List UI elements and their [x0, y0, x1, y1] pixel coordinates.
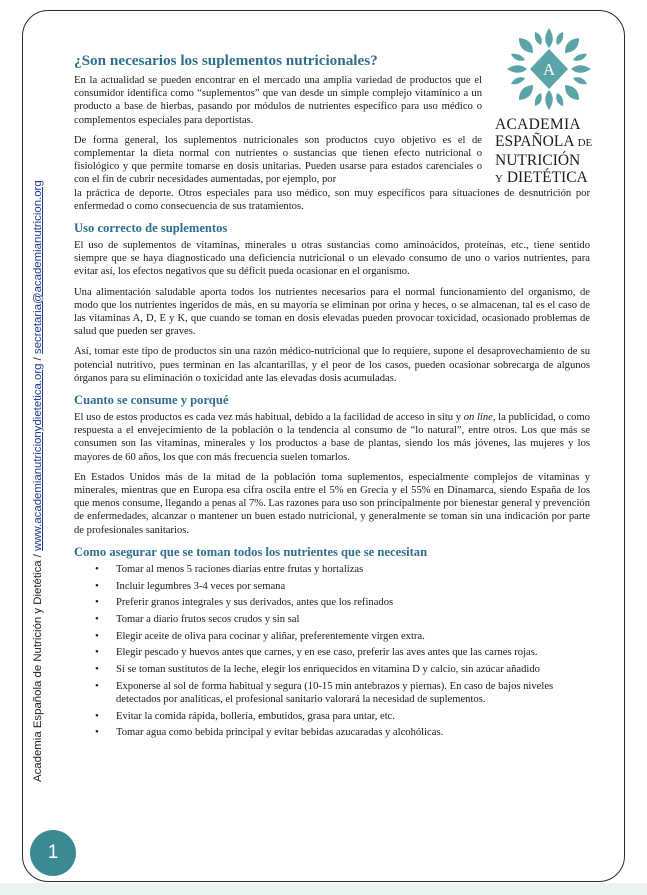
section1-paragraph: El uso de suplementos de vitaminas, minerales u otras sustancias como aminoácidos, proteínas, etc., tiene sentido siempre que se haya diagnosticado una deficiencia nutricional o un elevado consumo de uno o varios nutrientes, para evitar así, los efectos negativos que su déficit pueda ocasionar en el organismo.: [74, 240, 590, 278]
intro-paragraph-2: De forma general, los suplementos nutricionales son productos cuyo objetivo es el de complementar la dieta normal con nutrientes o sustancias que tienen efecto nutricional o fisiológico y que permite tomarse en dosis unitarias. Pueden usarse para estados carenciales o con el fin de cubrir necesidades aumentadas, por ejemplo, por: [74, 134, 482, 186]
section-heading-consumo: Cuanto se consume y porqué: [74, 393, 229, 408]
email-link[interactable]: secretaria@academianutricion.org: [32, 180, 44, 354]
website-link[interactable]: www.academianutricionydietetica.org: [32, 363, 44, 551]
logo-line-4-small: Y: [495, 173, 503, 185]
list-item: • Tomar a diario frutos secos crudos y sin sal: [116, 613, 590, 626]
section2-text: , la publicidad, o como respuesta a el envejecimiento de la población o la tendencia al consumo de “lo natural”, entre otros. Los que más se consumen son las vitaminas, minerales y los productos a base de plantas, siendo los más jóvenes, las mujeres y los mayores de 60 años, los que con más frecuencia suelen tomarlos.: [74, 412, 590, 463]
page-title: ¿Son necesarios los suplementos nutricionales?: [74, 52, 378, 69]
list-item: • Elegir aceite de oliva para cocinar y aliñar, preferentemente virgen extra.: [116, 630, 590, 643]
section-heading-asegurar: Como asegurar que se toman todos los nutrientes que se necesitan: [74, 544, 428, 559]
side-org: Academia Española de Nutrición y Dietética: [32, 560, 44, 782]
logo-line-2-main: ESPAÑOLA: [495, 133, 574, 150]
list-item: • Si se toman sustitutos de la leche, elegir los enriquecidos en vitamina D y calcio, sin azúcar añadido: [116, 663, 590, 676]
side-separator: /: [32, 353, 44, 364]
intro-paragraph-1: En la actualidad se pueden encontrar en el mercado una amplia variedad de productos que el consumidor identifica como “suplementos” que van desde un simple complejo vitamínico a un producto a base de hierbas, pasando por módulos de nutrientes específico para uso médico o complementos especiales para deportistas.: [74, 75, 482, 126]
section2-paragraph-2: En Estados Unidos más de la mitad de la población toma suplementos, especialmente complejos de vitaminas y minerales, mientras que en Europa esa cifra oscila entre el 5% en Grecia y el 55% en Dinamarca, siendo España de los que menos consume, llegando a penas al 7%. Las razones para uso son principalmente por bienestar general y prevención de enfermedades, alcanzar o mantener un buen estado nutricional, y generalmente se toman sin una indicación por parte de profesionales sanitarios.: [74, 471, 590, 536]
section1-paragraph: Así, tomar este tipo de productos sin una razón médico-nutricional que lo requiere, supone el desaprovechamiento de su potencial nutritivo, pues terminan en las alcantarillas, y el peor de los casos, pueden ocasionar sobrecarga de algunos órganos para su eliminación o toxicidad ante las elevadas dosis acumuladas.: [74, 346, 590, 384]
list-item: • Evitar la comida rápida, bollería, embutidos, grasa para untar, etc.: [116, 710, 590, 723]
side-separator: /: [32, 550, 44, 561]
list-item: • Incluir legumbres 3-4 veces por semana: [116, 580, 590, 593]
logo-line-2-small: DE: [577, 137, 593, 149]
logo-line-3: NUTRICIÓN: [495, 152, 581, 169]
list-item: • Elegir pescado y huevos antes que carnes, y en ese caso, preferir las aves antes que las carnes rojas.: [116, 646, 590, 659]
recommendations-list: [74, 563, 590, 740]
list-item: • Preferir granos integrales y sus derivados, antes que los refinados: [116, 596, 590, 609]
logo-letter: A: [542, 60, 556, 79]
list-item: • Exponerse al sol de forma habitual y segura (10-15 min antebrazos y piernas). En caso de bajos niveles detectados por analíticas, el profesional sanitario valorará la necesidad de suplementos.: [116, 680, 590, 706]
section2-paragraph-1: [74, 411, 590, 464]
logo-line-1: ACADEMIA: [495, 116, 581, 133]
bottom-strip: [0, 883, 647, 895]
list-item: • Tomar al menos 5 raciones diarias entre frutas y hortalizas: [116, 563, 590, 576]
section-heading-uso: Uso correcto de suplementos: [74, 221, 228, 236]
side-footer: [32, 180, 44, 782]
page-number-badge: 1: [30, 830, 76, 876]
intro-paragraph-2-continued: la práctica de deporte. Otros especiales para uso médico, son muy específicos para situaciones de desnutrición por enfermedad o como consecuencia de sus tratamientos.: [74, 187, 590, 212]
section2-text: El uso de estos productos es cada vez más habitual, debido a la facilidad de acceso in situ y: [74, 412, 464, 424]
article: [74, 52, 590, 743]
section2-emphasis: on line: [463, 412, 493, 424]
section1-paragraph: Una alimentación saludable aporta todos los nutrientes necesarios para el normal funcionamiento del organismo, de modo que los nutrientes ingeridos de más, en su mayoría se eliminan por orina y heces, o se almacenan, tal es el caso de las vitaminas A, D, E y K, que cuando se toman en dosis elevadas pueden provocar toxicidad, ocasionado problemas de salud que pueden ser graves.: [74, 286, 590, 338]
list-item: • Tomar agua como bebida principal y evitar bebidas azucaradas y alcohólicas.: [116, 726, 590, 739]
logo-line-4-main: DIETÉTICA: [506, 169, 588, 186]
